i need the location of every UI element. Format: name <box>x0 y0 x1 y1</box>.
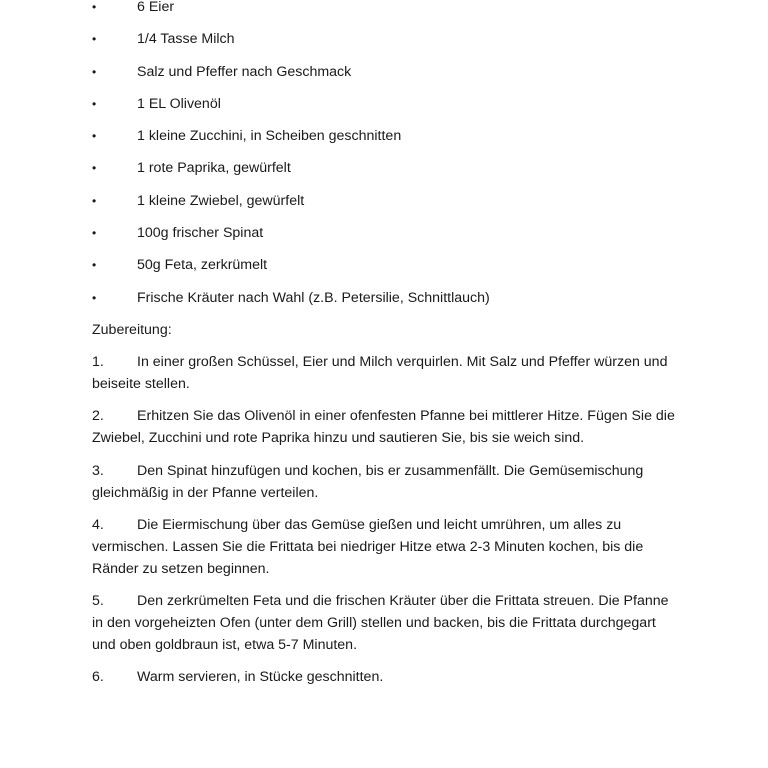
step-number: 3. <box>92 462 104 479</box>
bullet-icon: • <box>92 290 97 305</box>
bullet-icon: • <box>92 258 97 273</box>
step-text: In einer großen Schüssel, Eier und Milch verquirlen. Mit Salz und Pfeffer würzen und beiseite stellen. <box>92 353 668 392</box>
step-text: Die Eiermischung über das Gemüse gießen und leicht umrühren, um alles zu vermischen. Lassen Sie die Frittata bei niedriger Hitze etwa 2-3 Minuten kochen, bis die Ränder zu setzen beginnen. <box>92 516 644 577</box>
step-text: Den zerkrümelten Feta und die frischen Kräuter über die Frittata streuen. Die Pfanne in den vorgeheizten Ofen (unter dem Grill) stellen und backen, bis die Frittata durchgegart und oben goldbraun ist, etwa 5-7 Minuten. <box>92 593 669 654</box>
list-item <box>92 28 682 60</box>
bullet-icon: • <box>92 193 97 208</box>
step-number: 2. <box>92 408 104 425</box>
bullet-icon: • <box>92 96 97 111</box>
ingredient-text: 1 kleine Zwiebel, gewürfelt <box>137 192 305 209</box>
ingredient-text: 6 Eier <box>137 0 175 15</box>
document-page <box>92 0 682 699</box>
ingredient-text: 50g Feta, zerkrümelt <box>137 257 268 274</box>
preparation-steps <box>92 351 682 688</box>
step-item <box>92 460 682 504</box>
ingredient-text: 1 rote Paprika, gewürfelt <box>137 160 291 177</box>
step-item <box>92 351 682 395</box>
list-item <box>92 157 682 189</box>
list-item <box>92 93 682 125</box>
step-number: 6. <box>92 669 104 686</box>
list-item <box>92 287 682 319</box>
step-item <box>92 666 682 688</box>
list-item <box>92 222 682 254</box>
ingredient-text: 1 kleine Zucchini, in Scheiben geschnitten <box>137 128 402 145</box>
ingredient-text: 100g frischer Spinat <box>137 225 264 242</box>
list-item <box>92 0 682 28</box>
list-item <box>92 254 682 286</box>
step-number: 4. <box>92 516 104 533</box>
bullet-icon: • <box>92 64 97 79</box>
list-item <box>92 125 682 157</box>
ingredient-text: 1 EL Olivenöl <box>137 95 221 112</box>
bullet-icon: • <box>92 32 97 47</box>
list-item <box>92 190 682 222</box>
step-number: 1. <box>92 353 104 370</box>
step-text: Den Spinat hinzufügen und kochen, bis er zusammenfällt. Die Gemüsemischung gleichmäßig in der Pfanne verteilen. <box>92 462 644 501</box>
bullet-icon: • <box>92 226 97 241</box>
ingredient-text: Salz und Pfeffer nach Geschmack <box>137 63 352 80</box>
step-item <box>92 514 682 580</box>
step-number: 5. <box>92 593 104 610</box>
step-text: Warm servieren, in Stücke geschnitten. <box>137 669 384 686</box>
ingredient-list <box>92 0 682 319</box>
step-item <box>92 590 682 656</box>
step-text: Erhitzen Sie das Olivenöl in einer ofenfesten Pfanne bei mittlerer Hitze. Fügen Sie die Zwiebel, Zucchini und rote Paprika hinzu und sautieren Sie, bis sie weich sind. <box>92 408 675 447</box>
step-item <box>92 405 682 449</box>
preparation-heading: Zubereitung: <box>92 321 172 338</box>
ingredient-text: 1/4 Tasse Milch <box>137 31 235 48</box>
bullet-icon: • <box>92 161 97 176</box>
list-item <box>92 61 682 93</box>
ingredient-text: Frische Kräuter nach Wahl (z.B. Petersilie, Schnittlauch) <box>137 289 490 306</box>
bullet-icon: • <box>92 0 97 14</box>
bullet-icon: • <box>92 129 97 144</box>
